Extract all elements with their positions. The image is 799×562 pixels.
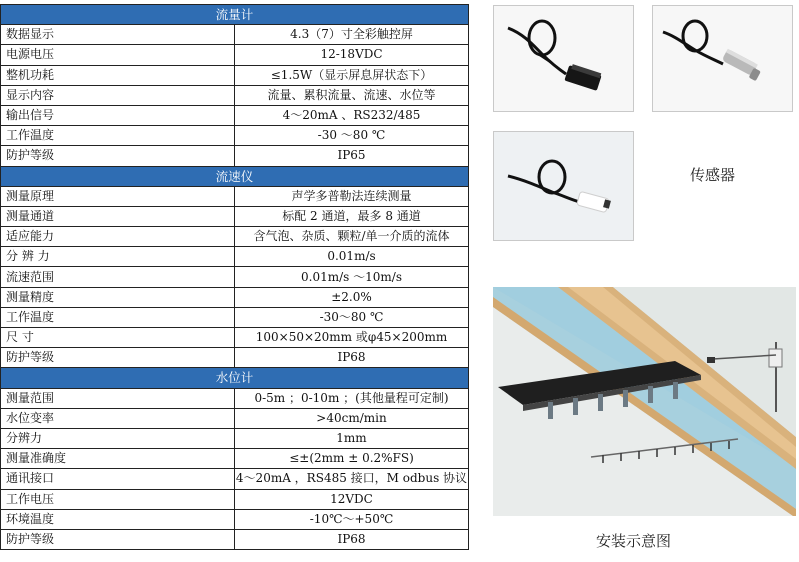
spec-row xyxy=(1,105,469,125)
spec-row xyxy=(1,65,469,85)
spec-label: 测量通道 xyxy=(1,206,235,226)
spec-label: 流速范围 xyxy=(1,267,235,287)
spec-label: 尺 寸 xyxy=(1,328,235,348)
spec-label: 显示内容 xyxy=(1,85,235,105)
spec-label: 防护等级 xyxy=(1,348,235,368)
spec-value: -30 ～80 ℃ xyxy=(235,126,469,146)
section-title: 流量计 xyxy=(1,5,469,25)
section-title: 水位计 xyxy=(1,368,469,388)
spec-row xyxy=(1,227,469,247)
spec-value: ≤±(2mm ± 0.2%FS) xyxy=(235,449,469,469)
spec-label: 测量精度 xyxy=(1,287,235,307)
spec-label: 输出信号 xyxy=(1,105,235,125)
spec-row xyxy=(1,25,469,45)
spec-row xyxy=(1,267,469,287)
section-header xyxy=(1,166,469,186)
spec-label: 测量范围 xyxy=(1,388,235,408)
sensor-caption: 传感器 xyxy=(690,166,736,184)
spec-row xyxy=(1,469,469,489)
spec-row xyxy=(1,146,469,166)
spec-value: >40cm/min xyxy=(235,408,469,428)
spec-label: 分辨力 xyxy=(1,428,235,448)
spec-value: 100×50×20mm 或φ45×200mm xyxy=(235,328,469,348)
section-title: 流速仪 xyxy=(1,166,469,186)
spec-value: 12-18VDC xyxy=(235,45,469,65)
spec-row xyxy=(1,408,469,428)
spec-value: -30～80 ℃ xyxy=(235,307,469,327)
spec-value: 0.01m/s xyxy=(235,247,469,267)
spec-value: 0-5m ；0-10m ；(其他量程可定制) xyxy=(235,388,469,408)
spec-value: 流量、累积流量、流速、水位等 xyxy=(235,85,469,105)
spec-value: IP68 xyxy=(235,348,469,368)
spec-label: 水位变率 xyxy=(1,408,235,428)
spec-row xyxy=(1,328,469,348)
spec-label: 数据显示 xyxy=(1,25,235,45)
spec-label: 测量原理 xyxy=(1,186,235,206)
section-header xyxy=(1,5,469,25)
spec-row xyxy=(1,489,469,509)
spec-label: 适应能力 xyxy=(1,227,235,247)
spec-label: 工作温度 xyxy=(1,307,235,327)
spec-value: 0.01m/s ～10m/s xyxy=(235,267,469,287)
spec-row xyxy=(1,348,469,368)
spec-row xyxy=(1,307,469,327)
spec-row xyxy=(1,529,469,549)
spec-row xyxy=(1,45,469,65)
spec-label: 环境温度 xyxy=(1,509,235,529)
spec-label: 工作温度 xyxy=(1,126,235,146)
spec-table xyxy=(0,4,469,550)
spec-row xyxy=(1,388,469,408)
spec-value: ±2.0% xyxy=(235,287,469,307)
install-caption: 安装示意图 xyxy=(596,532,672,550)
spec-value: 含气泡、杂质、颗粒/单一介质的流体 xyxy=(235,227,469,247)
spec-row xyxy=(1,449,469,469)
spec-label: 整机功耗 xyxy=(1,65,235,85)
spec-label: 通讯接口 xyxy=(1,469,235,489)
spec-value: -10℃～+50℃ xyxy=(235,509,469,529)
spec-row xyxy=(1,85,469,105)
sensor-photo-1 xyxy=(493,5,634,112)
spec-label: 分 辨 力 xyxy=(1,247,235,267)
installation-diagram xyxy=(493,287,796,516)
section-header xyxy=(1,368,469,388)
spec-row xyxy=(1,186,469,206)
spec-row xyxy=(1,428,469,448)
spec-value: 12VDC xyxy=(235,489,469,509)
sensor-photo-2 xyxy=(652,5,793,112)
spec-value: 4.3（7）寸全彩触控屏 xyxy=(235,25,469,45)
spec-row xyxy=(1,509,469,529)
spec-value: 标配 2 通道，最多 8 通道 xyxy=(235,206,469,226)
spec-label: 工作电压 xyxy=(1,489,235,509)
spec-value: IP68 xyxy=(235,529,469,549)
spec-row xyxy=(1,247,469,267)
spec-label: 电源电压 xyxy=(1,45,235,65)
spec-label: 防护等级 xyxy=(1,529,235,549)
sensor-photo-3 xyxy=(493,131,634,241)
spec-value: ≤1.5W（显示屏息屏状态下） xyxy=(235,65,469,85)
spec-value: 4～20mA ，RS485 接口，M odbus 协议 xyxy=(235,469,469,489)
spec-label: 测量准确度 xyxy=(1,449,235,469)
spec-value: 4～20mA 、RS232/485 xyxy=(235,105,469,125)
spec-row xyxy=(1,287,469,307)
spec-value: 1mm xyxy=(235,428,469,448)
spec-row xyxy=(1,206,469,226)
spec-value: 声学多普勒法连续测量 xyxy=(235,186,469,206)
spec-label: 防护等级 xyxy=(1,146,235,166)
spec-value: IP65 xyxy=(235,146,469,166)
spec-row xyxy=(1,126,469,146)
